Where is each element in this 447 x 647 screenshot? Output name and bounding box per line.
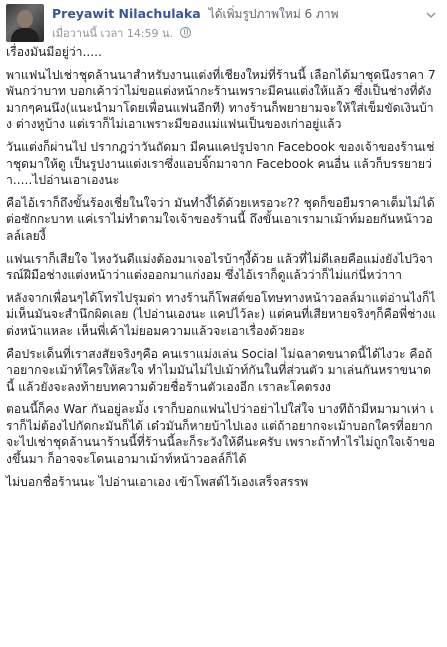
post-paragraph: หลังจากเพื่อนๆได้โทรไปรุมด่า ทางร้านก็โพสต์ขอโทษทางหน้าวอลล์มาแต่อ่านไงก็ไม่เห็นมันจะสำนึกผิดเลย (ไปอ่านเองนะ แคปไว้ละ) แต่คนที่เสียหายจริงๆก็คือพี่ช่างแต่งหน้าแหละ เห็นพี่เค้าไม่ยอมความแล้วจะเอาเรื่องด้วยอะ	[6, 290, 437, 338]
post-meta	[52, 24, 191, 42]
post-paragraph: ตอนนี้ก็คง War กันอยู่ละมั้ง เราก็บอกแฟนไปว่าอย่าไปใส่ใจ บางทีถ้ามีหมามาเห่า เราก็ไม่ต้องไปกัดกะมันก็ได้ เด๋วมันก็หายบ้าไปเอง แต่ถ้าอยากจะเม้าบอกใครที่อยากจะไปเช่าชุดล้านนาร้านนี้ที่ร้านนี้ละก็ระวังให้ดีนะครับ เพราะถ้าทำไรไม่ถูกใจเจ้าของขึ้นมา ก็อาจจะโดนเอามาเม้าท์หน้าวอลล์ก็ได้	[6, 402, 436, 467]
post-paragraph: แฟนเราก็เสียใจ ไหงวันดีแม่งต้องมาเจอไรบ้าๆงี้ด้วย แล้วที่ไม่ดีเลยคือแม่งยังไปวิจารณ์ฝีมือช่างแต่งหน้าว่าแต่งออกมาแก่งอม ซึ่งไอ้เราก็ดูแล้วว่าก็ไม่แก่นี่หว่าาา	[6, 251, 433, 283]
post-paragraph: วันแต่งก็ผ่านไป ปรากฎว่าวันถัดมา มีคนแคปรูปจาก Facebook ของเจ้าของร้านเช่าชุดมาให้ดู เป็นรูปงานแต่งเราซึ่งแอบจิ๊กมาจาก Facebook คนอื่น แล้วก็บรรยายว่า.....ไปอ่านเอาเองนะ	[6, 139, 435, 188]
post-body	[6, 44, 438, 496]
post-paragraph: คือประเด็นที่เราสงสัยจริงๆคือ คนเราแม่งเล่น Social ไม่ฉลาดขนาดนี้ได้ไงวะ คือถ้าอยากจะเม้าท์ใครให้สะใจ ทำไมมันไม่ไปเม้าท์กันในที่ส่วนตัว มาเล่นกันหราขนาดนี้ แล้วยังจะลงท้ายบทความด้วยชื่อร้านตัวเองอีก เราละโคตรงง	[6, 346, 433, 394]
author-name-link[interactable]: Preyawit Nilachulaka	[52, 6, 201, 21]
post-paragraph: คือไอ้เราก็ถึงขั้นร้องเชี่ยในใจว่า มันทำงี้ได้ด้วยเหรอวะ?? ชุดก็ขอยืมราคาเต็มไม่ได้ต่อซักกะบาท แค่เราไม่ทำตามใจเจ้าของร้านนี้ ถึงขั้นเอาเรามาเม้าท์มอยกันหน้าวอลล์เลยงี้	[6, 195, 435, 243]
author-line	[52, 5, 339, 24]
post-header	[0, 0, 447, 44]
post-action-text: ได้เพิ่มรูปภาพใหม่ 6 ภาพ	[208, 7, 339, 21]
author-avatar[interactable]	[6, 4, 44, 42]
post-paragraph: เรื่องมันมีอยู่ว่า.....	[6, 45, 102, 59]
post-paragraph: ไม่บอกชื่อร้านนะ ไปอ่านเอาเอง เข้าโพสต์ไว้เองเสร็จสรรพ	[6, 474, 309, 489]
avatar-face	[17, 10, 33, 28]
avatar-body	[11, 28, 39, 42]
chevron-down-icon[interactable]	[425, 9, 437, 21]
globe-icon	[180, 27, 191, 38]
post-paragraph: พาแฟนไปเช่าชุดล้านนาสำหรับงานแต่งที่เชียงใหม่ที่ร้านนี้ เลือกได้มาชุดนึงราคา 7 พันกว่าบาท บอกเค้าว่าไม่ขอแต่งหน้ากะร้านเพราะมีคนแต่งให้แล้ว ซึ่งเป็นช่างที่ดังมากๆคนนึง(แนะนำมาโดยเพื่อนแฟนอีกที) ทางร้านก็พยายามจะให้ใส่เข็มขัดเงินบ้าง ต่างหูบ้าง แต่เราก็ไม่เอาเพราะมีของแม่แฟนเป็นของเก่าอยู่แล้ว	[6, 67, 436, 132]
post-timestamp[interactable]: เมื่อวานนี้ เวลา 14:59 น.	[52, 27, 174, 40]
